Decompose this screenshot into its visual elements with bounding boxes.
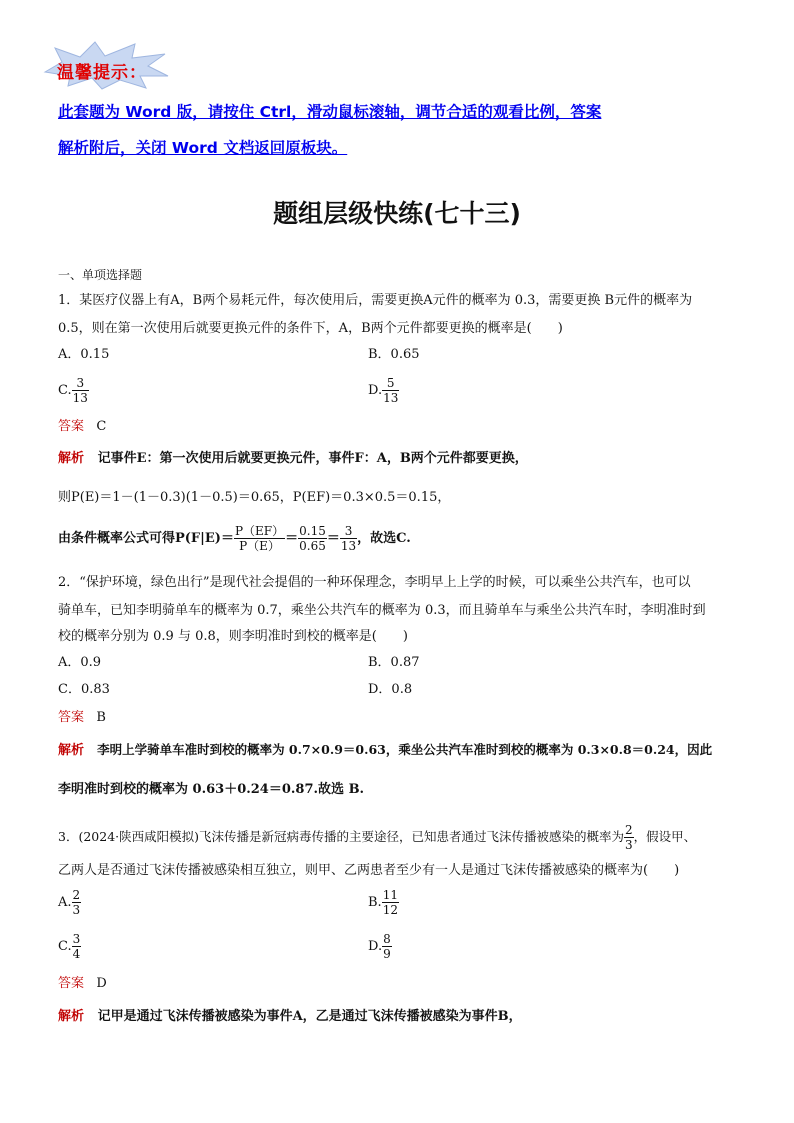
q2-option-d: D．0.8	[368, 682, 413, 697]
q2-analysis-2: 李明准时到校的概率为 0.63＋0.24＝0.87.故选 B.	[58, 782, 365, 797]
notice-line-2: 解析附后，关闭 Word 文档返回原板块。	[58, 139, 348, 157]
q1-option-b: B．0.65	[368, 347, 420, 362]
q1-option-a: A．0.15	[58, 347, 110, 362]
tip-label: 温馨提示：	[57, 63, 147, 83]
q3-line-2: 乙两人是否通过飞沫传播被感染相互独立，则甲、乙两患者至少有一人是通过飞沫传播被感染的概率为( )	[58, 863, 680, 878]
q1-analysis-1: 解析 记事件E：第一次使用后就要更换元件，事件F：A，B两个元件都要更换，	[58, 451, 528, 466]
q2-option-a: A．0.9	[58, 655, 102, 670]
q1-option-c: C. $\frac{3}{13}$	[58, 376, 88, 405]
tip-badge	[40, 40, 170, 90]
page-title: 题组层级快练(七十三)	[273, 199, 521, 228]
q2-line-2: 骑单车，已知李明骑单车的概率为 0.7，乘坐公共汽车的概率为 0.3，而且骑单车与乘坐公共汽车时，李明准时到	[58, 603, 706, 618]
q2-line-3: 校的概率分别为 0.9 与 0.8，则李明准时到校的概率是( )	[58, 629, 408, 644]
q1-line-2: 0.5，则在第一次使用后就要更换元件的条件下，A，B两个元件都要更换的概率是( )	[58, 321, 563, 336]
q3-option-b: B. $\frac{11}{12}$	[368, 888, 398, 917]
section-heading: 一、单项选择题	[58, 268, 143, 282]
q1-option-d: D. $\frac{5}{13}$	[368, 376, 399, 405]
q1-answer: 答案 C	[58, 419, 107, 434]
q3-answer: 答案 D	[58, 976, 107, 991]
q3-line-1: 3．(2024·陕西咸阳模拟)飞沫传播是新冠病毒传播的主要途径，已知患者通过飞沫传播被感染的概率为 $\frac{2}{3}$ ，假设甲、	[58, 823, 697, 852]
q2-option-b: B．0.87	[368, 655, 420, 670]
q1-analysis-3: 由条件概率公式可得P(F|E)＝ $\frac{P(EF)}{P(E)}$ ＝ $\frac{0.15}{0.65}$ ＝ $\frac{3}{13}$ ，故选C.	[58, 524, 411, 553]
q2-line-1: 2．“保护环境，绿色出行”是现代社会提倡的一种环保理念，李明早上上学的时候，可以乘坐公共汽车，也可以	[58, 575, 691, 590]
q1-line-1: 1．某医疗仪器上有A，B两个易耗元件，每次使用后，需要更换A元件的概率为 0.3，需要更换 B元件的概率为	[58, 293, 693, 308]
q3-option-c: C. $\frac{3}{4}$	[58, 932, 81, 961]
q3-analysis-1: 解析 记甲是通过飞沫传播被感染为事件A，乙是通过飞沫传播被感染为事件B，	[58, 1009, 522, 1024]
notice-line-1: 此套题为 Word 版，请按住 Ctrl，滑动鼠标滚轴，调节合适的观看比例，答案	[58, 103, 602, 121]
q3-option-a: A. $\frac{2}{3}$	[58, 888, 81, 917]
q2-option-c: C．0.83	[58, 682, 110, 697]
q1-analysis-2: 则P(E)＝1－(1－0.3)(1－0.5)＝0.65，P(EF)＝0.3×0.5＝0.15，	[58, 490, 451, 505]
q2-answer: 答案 B	[58, 710, 106, 725]
q2-analysis-1: 解析 李明上学骑单车准时到校的概率为 0.7×0.9＝0.63，乘坐公共汽车准时到校的概率为 0.3×0.8＝0.24，因此	[58, 742, 713, 758]
q3-option-d: D. $\frac{8}{9}$	[368, 932, 391, 961]
